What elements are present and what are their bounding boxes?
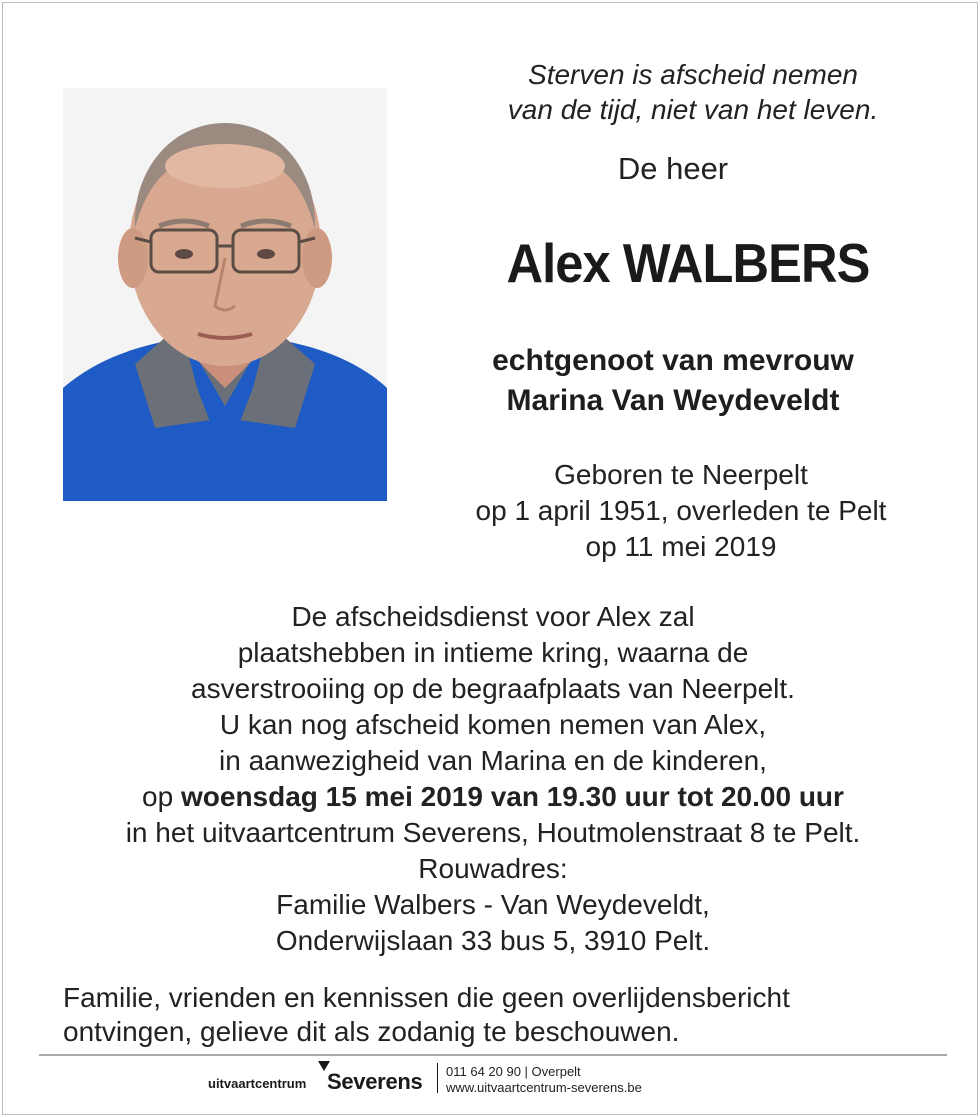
visitation-prefix: op [142,781,181,812]
salutation: De heer [617,151,729,186]
service-line: plaatshebben in intieme kring, waarna de [237,637,749,668]
mourning-address-line: Familie Walbers - Van Weydeveldt, [276,889,710,920]
birth-death-info [411,457,951,565]
footer-separator [437,1063,438,1093]
death-notice-card [2,2,978,1115]
footer-divider [39,1054,947,1056]
footer-phone-location: 011 64 20 90 | Overpelt [446,1064,581,1079]
funeral-home-logo [208,1059,448,1099]
mourning-address-line: Onderwijslaan 33 bus 5, 3910 Pelt. [275,925,711,956]
footer-website-link[interactable]: www.uitvaartcentrum-severens.be [446,1080,642,1095]
service-line: U kan nog afscheid komen nemen van Alex, [219,709,767,740]
birth-line: op 1 april 1951, overleden te Pelt [475,495,887,526]
spouse-line: echtgenoot van mevrouw [492,344,854,377]
service-line: in het uitvaartcentrum Severens, Houtmolenstraat 8 te Pelt. [125,817,861,848]
service-line: asverstrooiing op de begraafplaats van Neerpelt. [191,673,795,704]
portrait-photo [63,88,387,501]
birth-line: Geboren te Neerpelt [554,459,808,490]
mourning-address-label: Rouwadres: [418,853,568,884]
spouse-info [403,341,943,421]
logo-prefix: uitvaartcentrum [208,1076,307,1091]
memorial-quote [423,57,963,127]
service-line: in aanwezigheid van Marina en de kinderen, [219,745,767,776]
notice-line: Familie, vrienden en kennissen die geen overlijdensbericht [63,982,790,1013]
quote-line: van de tijd, niet van het leven. [507,94,879,125]
visitation-date-time: woensdag 15 mei 2019 van 19.30 uur tot 20.00 uur [180,781,844,812]
birth-line: op 11 mei 2019 [585,531,777,562]
notice-line: ontvingen, gelieve dit als zodanig te beschouwen. [63,1016,680,1047]
visitation-time [33,779,953,815]
footer-contact [446,1064,642,1096]
service-details [33,599,953,959]
portrait-illustration [63,88,387,501]
service-line: De afscheidsdienst voor Alex zal [291,601,695,632]
deceased-name: Alex WALBERS [506,232,870,294]
logo-brand-name: Severens [327,1069,423,1094]
spouse-line: Marina Van Weydeveldt [506,384,840,417]
quote-line: Sterven is afscheid nemen [528,59,858,90]
closing-notice [63,981,943,1049]
